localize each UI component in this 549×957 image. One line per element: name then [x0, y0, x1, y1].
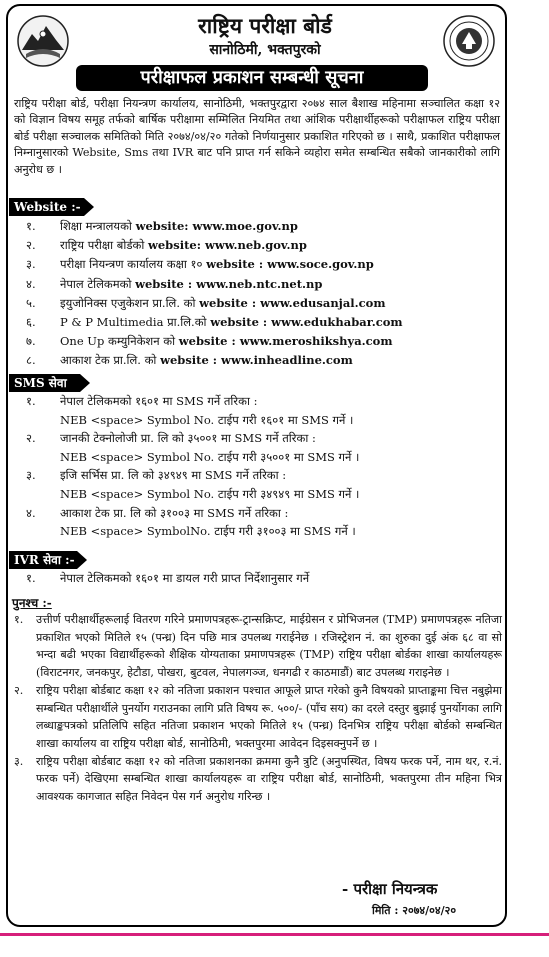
neb-seal-logo [442, 14, 496, 68]
ivr-item [14, 569, 500, 588]
item-number: २. [26, 238, 36, 253]
website-url: website: www.moe.gov.np [135, 219, 298, 233]
note-text: राष्ट्रिय परीक्षा बोर्डबाट कक्षा १२ को नतिजा प्रकाशनका क्रममा कुनै त्रुटि (अनुपस्थित, विषय फरक पर्ने, नाम थर, र.नं. फरक पर्ने) देखिएमा सम्बन्धित शाखा कार्यालयहरू वा राष्ट्रिय परीक्षा बोर्ड, सानोठिमी, भक्तपुरमा तीन महिना भित्र आवश्यक कागजात सहित निवेदन पेस गर्न अनुरोध गरिन्छ । [36, 754, 502, 804]
website-url: website: www.neb.gov.np [147, 238, 307, 253]
website-url: website : www.inheadline.com [160, 353, 353, 368]
item-number: ६. [26, 314, 36, 329]
item-number: ५. [26, 295, 36, 310]
website-source: आकाश टेक प्रा.लि. को [60, 353, 161, 368]
note-text: उत्तीर्ण परीक्षार्थीहरूलाई वितरण गरिने प्रमाणपत्रहरू-ट्रान्सक्रिप्ट, माईग्रेसन र प्रोभिजनल (TMP) प्रमाणपत्रहरू नतिजा प्रकाशित भएको मितिले १५ (पन्ध्र) दिन पछि मात्र उपलब्ध गराईनेछ । रजिस्ट्रेशन नं. का शुरुका दुई अंक ६८ वा सो भन्दा बढी भएका विद्यार्थीहरूको शैक्षिक योग्यताका प्रमाणपत्रहरू (TMP) राष्ट्रिय परीक्षा बोर्डका शाखा कार्यालयहरू (विराटनगर, जनकपुर, हेटौडा, पोखरा, बुटवल, नेपालगञ्ज, धनगढी र काठमाडौं) बाट उपलब्ध गराइनेछ । [36, 613, 502, 680]
website-url: website : www.neb.ntc.net.np [135, 276, 323, 291]
website-item [14, 351, 500, 370]
sms-format: NEB <space> Symbol No. टाईप गरी १६०१ मा SMS गर्ने । [60, 412, 354, 427]
sms-provider: जानकी टेक्नोलोजी प्रा. लि को ३५००१ मा SMS गर्ने तरिका : [60, 431, 316, 446]
item-number: ७. [26, 334, 36, 349]
website-url: website : www.edusanjal.com [199, 295, 386, 310]
website-item [14, 332, 500, 351]
sms-heading: SMS सेवा :- [9, 374, 80, 392]
notes-list [14, 611, 502, 806]
ivr-heading: IVR सेवा :- [9, 551, 77, 569]
website-source: इयुजोनिक्स एजुकेशन प्रा.लि. को [60, 295, 200, 310]
note-item [14, 611, 502, 682]
ivr-list [14, 569, 500, 588]
website-heading: Website :- [9, 198, 84, 216]
sms-item [14, 466, 500, 503]
website-source: One Up कम्युनिकेशन को [60, 334, 179, 349]
item-number: १. [26, 571, 36, 585]
notes-heading: पुनश्च :- [12, 596, 52, 610]
board-address: सानोठिमी, भक्तपुरको [209, 42, 321, 58]
ivr-text: नेपाल टेलिकमको १६०१ मा डायल गरी प्राप्त निर्देशानुसार गर्ने [60, 571, 310, 585]
item-number: ३. [14, 754, 24, 768]
notice-banner: परीक्षाफल प्रकाशन सम्बन्धी सूचना [76, 65, 428, 91]
website-source: परीक्षा नियन्त्रण कार्यालय कक्षा १० [60, 257, 207, 272]
item-number: १. [26, 394, 36, 408]
item-number: ३. [26, 257, 36, 272]
item-number: १. [14, 613, 24, 626]
website-url: website : www.soce.gov.np [206, 257, 374, 272]
website-source: नेपाल टेलिकमको [60, 276, 136, 291]
board-title: राष्ट्रिय परीक्षा बोर्ड [198, 13, 332, 38]
website-source: राष्ट्रिय परीक्षा बोर्डको [60, 238, 148, 253]
item-number: ८. [26, 353, 36, 368]
sms-format: NEB <space> Symbol No. टाईप गरी ३४९४९ मा SMS गर्ने । [60, 486, 360, 501]
website-source: शिक्षा मन्त्रालयको [60, 219, 136, 233]
website-item [14, 294, 500, 313]
website-source: P & P Multimedia प्रा.लि.को [60, 314, 211, 329]
website-url: website : www.meroshikshya.com [178, 334, 393, 349]
website-url: website : www.edukhabar.com [210, 314, 403, 329]
item-number: ४. [26, 505, 36, 520]
item-number: १. [26, 219, 36, 233]
website-list [14, 217, 500, 371]
sms-list [14, 392, 500, 541]
sms-provider: इजि सर्भिस प्रा. लि को ३४९४९ मा SMS गर्ने तरिका : [60, 468, 287, 483]
website-item [14, 275, 500, 294]
item-number: ४. [26, 276, 36, 291]
item-number: २. [14, 683, 24, 697]
note-item [14, 682, 502, 753]
controller-signature: - परीक्षा नियन्त्रक [342, 880, 438, 898]
intro-paragraph: राष्ट्रिय परीक्षा बोर्ड, परीक्षा नियन्त्रण कार्यालय, सानोठिमी, भक्तपुरद्वारा २०७४ साल बैशाख महिनामा सञ्चालित कक्षा १२ को विज्ञान विषय समूह तर्फको बार्षिक परीक्षामा सम्मिलित नियमित तथा आंशिक परीक्षार्थीहरूको परीक्षाफल राष्ट्रिय परीक्षा बोर्ड परीक्षा सञ्चालक समितिको मिति २०७४/०४/२० गतेको निर्णयानुसार प्रकाशित गरिएको छ । साथै, प्रकाशित परीक्षाफल निम्नानुसारको Website, Sms तथा IVR बाट पनि प्राप्त गर्न सकिने व्यहोरा समेत सम्बन्धित सबैको जानकारीको लागि अनुरोध छ । [14, 97, 500, 176]
notice-date: मिति : २०७४/०४/२० [372, 904, 457, 917]
sms-format: NEB <space> Symbol No. टाईप गरी ३५००१ मा SMS गर्ने । [60, 449, 360, 464]
sms-provider: नेपाल टेलिकमको १६०१ मा SMS गर्ने तरिका : [60, 394, 258, 408]
website-item [14, 313, 500, 332]
sms-item [14, 504, 500, 541]
sms-format: NEB <space> SymbolNo. टाईप गरी ३१००३ मा SMS गर्ने । [60, 524, 356, 539]
sms-item [14, 429, 500, 466]
website-item [14, 236, 500, 255]
item-number: ३. [26, 468, 36, 483]
sms-item [14, 392, 500, 429]
sms-provider: आकाश टेक प्रा. लि को ३१००३ मा SMS गर्ने तरिका : [60, 505, 289, 520]
item-number: २. [26, 431, 36, 446]
note-text: राष्ट्रिय परीक्षा बोर्डबाट कक्षा १२ को नतिजा प्रकाशन पश्चात आफूले प्राप्त गरेको कुनै विषयको प्राप्ताङ्कमा चित्त नबुझेमा सम्बन्धित परीक्षार्थीले पुनर्योग गराउनका लागि प्रति विषय रू. ५००/- (पाँच सय) का दरले दस्तुर बुझाई पुनर्योगका लागि लब्धाङ्कपत्रको प्रतिलिपि सहित नतिजा प्रकाशन भएको मितिले १५ (पन्ध्र) दिनभित्र राष्ट्रिय परीक्षा बोर्डको सम्बन्धित शाखा कार्यालय वा राष्ट्रिय परीक्षा बोर्ड, सानोठिमी, भक्तपुरमा आवेदन दिइसक्नुपर्ने छ । [36, 683, 502, 750]
website-item [14, 217, 500, 236]
bottom-divider [0, 933, 549, 936]
note-item [14, 753, 502, 806]
website-item [14, 255, 500, 274]
nepal-emblem-logo [16, 14, 70, 68]
